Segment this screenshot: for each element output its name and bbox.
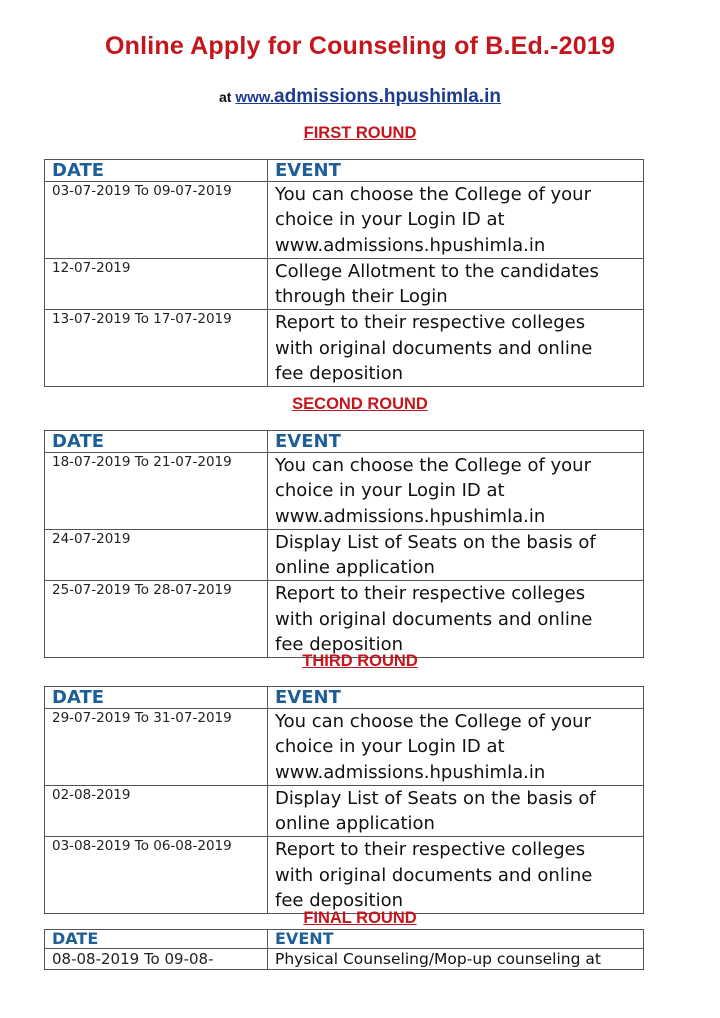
event-line: www.admissions.hpushimla.in <box>275 234 546 256</box>
row-date: 29-07-2019 To 31-07-2019 <box>52 710 232 726</box>
table-row <box>45 529 644 581</box>
row-date: 03-07-2019 To 09-07-2019 <box>52 183 232 199</box>
row-event <box>268 453 643 529</box>
row-event <box>268 837 643 913</box>
row-event <box>268 786 643 837</box>
row-date: 18-07-2019 To 21-07-2019 <box>52 454 232 470</box>
table-row <box>45 709 644 786</box>
row-event <box>268 709 643 785</box>
event-line: You can choose the College of your <box>275 711 591 732</box>
second-round-table <box>44 430 644 658</box>
event-line: Report to their respective colleges <box>275 583 586 605</box>
date-column-header: DATE <box>52 431 105 452</box>
row-date: 02-08-2019 <box>52 786 131 803</box>
event-line: fee deposition <box>275 363 404 385</box>
event-column-header: EVENT <box>275 929 334 948</box>
event-line: College Allotment to the candidates <box>275 260 599 282</box>
table-header-row <box>45 431 644 453</box>
row-event <box>268 310 643 386</box>
table-row <box>45 949 644 970</box>
event-line: choice in your Login ID at <box>275 480 505 502</box>
event-line: Report to their respective colleges <box>275 312 586 334</box>
page-title: Online Apply for Counseling of B.Ed.-2019 <box>104 32 616 60</box>
event-line: Physical Counseling/Mop-up counseling at <box>275 950 601 968</box>
date-column-header: DATE <box>52 160 105 181</box>
table-row <box>45 581 644 658</box>
event-line: through their Login <box>275 286 448 308</box>
event-line: choice in your Login ID at <box>275 209 505 231</box>
event-line: with original documents and online <box>275 864 593 886</box>
row-event <box>268 949 643 969</box>
row-date: 03-08-2019 To 06-08-2019 <box>52 838 232 855</box>
row-event <box>268 581 643 657</box>
row-event <box>268 530 643 581</box>
event-column-header: EVENT <box>275 431 341 452</box>
table-row <box>45 182 644 259</box>
third-round-table <box>44 686 644 914</box>
row-date: 12-07-2019 <box>52 259 131 276</box>
event-line: with original documents and online <box>275 337 593 359</box>
final-round-table <box>44 929 644 970</box>
website-line <box>0 86 720 108</box>
final-round-heading: FINAL ROUND <box>303 909 417 927</box>
event-line: with original documents and online <box>275 608 593 630</box>
row-date: 25-07-2019 To 28-07-2019 <box>52 582 232 599</box>
table-header-row <box>45 160 644 182</box>
event-line: Display List of Seats on the basis of <box>275 787 596 809</box>
event-line: online application <box>275 557 435 579</box>
event-column-header: EVENT <box>275 687 341 708</box>
table-row <box>45 310 644 387</box>
event-line: www.admissions.hpushimla.in <box>275 505 546 527</box>
table-header-row <box>45 687 644 709</box>
table-row <box>45 785 644 837</box>
event-line: fee deposition <box>275 890 404 912</box>
event-line: You can choose the College of your <box>275 184 591 205</box>
second-round-heading: SECOND ROUND <box>292 395 428 413</box>
website-domain-link[interactable]: admissions.hpushimla.in <box>274 86 502 107</box>
event-line: online application <box>275 813 435 835</box>
website-prefix: at <box>218 89 232 105</box>
row-date: 13-07-2019 To 17-07-2019 <box>52 311 232 328</box>
event-line: fee deposition <box>275 634 404 656</box>
table-row <box>45 837 644 914</box>
row-event <box>268 182 643 258</box>
event-line: Report to their respective colleges <box>275 839 586 861</box>
row-event <box>268 259 643 310</box>
date-column-header: DATE <box>52 929 99 948</box>
table-header-row <box>45 930 644 949</box>
date-column-header: DATE <box>52 687 105 708</box>
row-date: 24-07-2019 <box>52 530 131 547</box>
event-line: www.admissions.hpushimla.in <box>275 761 546 783</box>
third-round-heading: THIRD ROUND <box>302 652 418 670</box>
table-row <box>45 453 644 530</box>
table-row <box>45 258 644 310</box>
event-line: You can choose the College of your <box>275 455 591 476</box>
first-round-heading: FIRST ROUND <box>303 124 417 142</box>
website-www[interactable]: www. <box>235 89 275 106</box>
event-line: Display List of Seats on the basis of <box>275 531 596 553</box>
first-round-table <box>44 159 644 387</box>
event-line: choice in your Login ID at <box>275 736 505 758</box>
row-date: 08-08-2019 To 09-08- <box>52 950 214 968</box>
event-column-header: EVENT <box>275 160 341 181</box>
